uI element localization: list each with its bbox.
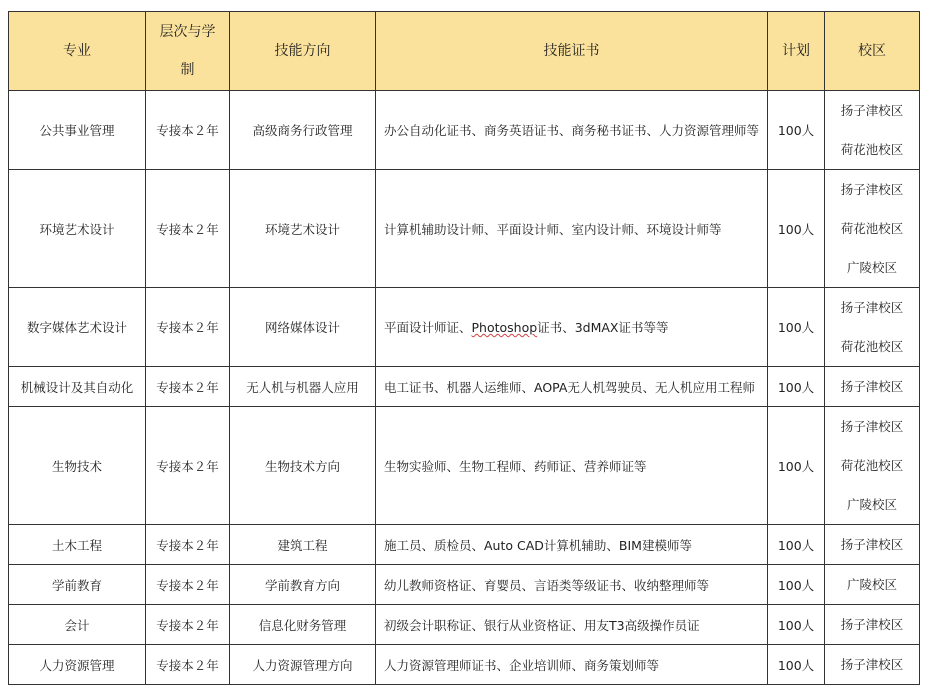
campus-cell bbox=[825, 605, 920, 645]
major-cell: 会计 bbox=[9, 605, 146, 645]
certs-text: 证书、3dMAX证书等等 bbox=[537, 320, 669, 335]
campus-name: 广陵校区 bbox=[846, 577, 897, 592]
spellcheck-word: Photoshop bbox=[471, 320, 538, 335]
campus-cell bbox=[825, 525, 920, 565]
major-cell: 土木工程 bbox=[9, 525, 146, 565]
direction-cell: 网络媒体设计 bbox=[230, 288, 376, 367]
level-cell: 专接本２年 bbox=[146, 288, 230, 367]
plan-cell: 100人 bbox=[768, 367, 825, 407]
direction-cell: 环境艺术设计 bbox=[230, 170, 376, 288]
certs-cell bbox=[376, 288, 768, 367]
direction-cell: 无人机与机器人应用 bbox=[230, 367, 376, 407]
table-row bbox=[9, 565, 920, 605]
campus-name: 扬子津校区 bbox=[840, 419, 904, 434]
plan-cell: 100人 bbox=[768, 407, 825, 525]
header-level: 层次与学制 bbox=[146, 12, 230, 91]
table-row bbox=[9, 91, 920, 170]
major-cell: 人力资源管理 bbox=[9, 645, 146, 685]
header-major: 专业 bbox=[9, 12, 146, 91]
major-cell: 环境艺术设计 bbox=[9, 170, 146, 288]
table-row bbox=[9, 525, 920, 565]
campus-name: 扬子津校区 bbox=[840, 379, 904, 394]
campus-name: 荷花池校区 bbox=[840, 221, 904, 236]
campus-cell bbox=[825, 565, 920, 605]
campus-cell bbox=[825, 367, 920, 407]
direction-cell: 高级商务行政管理 bbox=[230, 91, 376, 170]
plan-cell: 100人 bbox=[768, 605, 825, 645]
table-row bbox=[9, 605, 920, 645]
certs-text: 平面设计师证、 bbox=[384, 320, 472, 335]
campus-name: 扬子津校区 bbox=[840, 537, 904, 552]
campus-cell bbox=[825, 170, 920, 288]
plan-cell: 100人 bbox=[768, 645, 825, 685]
header-certs: 技能证书 bbox=[376, 12, 768, 91]
level-cell: 专接本２年 bbox=[146, 645, 230, 685]
table-header-row bbox=[9, 12, 920, 91]
campus-cell bbox=[825, 645, 920, 685]
certs-cell: 人力资源管理师证书、企业培训师、商务策划师等 bbox=[376, 645, 768, 685]
plan-cell: 100人 bbox=[768, 288, 825, 367]
level-cell: 专接本２年 bbox=[146, 91, 230, 170]
level-cell: 专接本２年 bbox=[146, 170, 230, 288]
certs-cell: 办公自动化证书、商务英语证书、商务秘书证书、人力资源管理师等 bbox=[376, 91, 768, 170]
table-row bbox=[9, 407, 920, 525]
campus-name: 扬子津校区 bbox=[840, 300, 904, 315]
header-plan: 计划 bbox=[768, 12, 825, 91]
certs-cell: 幼儿教师资格证、育婴员、言语类等级证书、收纳整理师等 bbox=[376, 565, 768, 605]
header-direction: 技能方向 bbox=[230, 12, 376, 91]
campus-name: 扬子津校区 bbox=[840, 657, 904, 672]
campus-name: 扬子津校区 bbox=[840, 182, 904, 197]
certs-cell: 计算机辅助设计师、平面设计师、室内设计师、环境设计师等 bbox=[376, 170, 768, 288]
campus-name: 荷花池校区 bbox=[840, 458, 904, 473]
plan-cell: 100人 bbox=[768, 525, 825, 565]
direction-cell: 建筑工程 bbox=[230, 525, 376, 565]
campus-name: 荷花池校区 bbox=[840, 339, 904, 354]
level-cell: 专接本２年 bbox=[146, 367, 230, 407]
direction-cell: 生物技术方向 bbox=[230, 407, 376, 525]
campus-name: 广陵校区 bbox=[846, 260, 897, 275]
certs-cell: 初级会计职称证、银行从业资格证、用友T3高级操作员证 bbox=[376, 605, 768, 645]
table-row bbox=[9, 367, 920, 407]
major-cell: 机械设计及其自动化 bbox=[9, 367, 146, 407]
major-cell: 数字媒体艺术设计 bbox=[9, 288, 146, 367]
certs-cell: 施工员、质检员、Auto CAD计算机辅助、BIM建模师等 bbox=[376, 525, 768, 565]
plan-cell: 100人 bbox=[768, 91, 825, 170]
table-row bbox=[9, 288, 920, 367]
campus-cell bbox=[825, 91, 920, 170]
level-cell: 专接本２年 bbox=[146, 605, 230, 645]
campus-name: 扬子津校区 bbox=[840, 103, 904, 118]
level-cell: 专接本２年 bbox=[146, 565, 230, 605]
direction-cell: 学前教育方向 bbox=[230, 565, 376, 605]
level-cell: 专接本２年 bbox=[146, 407, 230, 525]
campus-cell bbox=[825, 407, 920, 525]
certs-cell: 电工证书、机器人运维师、AOPA无人机驾驶员、无人机应用工程师 bbox=[376, 367, 768, 407]
campus-name: 扬子津校区 bbox=[840, 617, 904, 632]
plan-cell: 100人 bbox=[768, 170, 825, 288]
direction-cell: 人力资源管理方向 bbox=[230, 645, 376, 685]
header-campus: 校区 bbox=[825, 12, 920, 91]
certs-cell: 生物实验师、生物工程师、药师证、营养师证等 bbox=[376, 407, 768, 525]
major-cell: 生物技术 bbox=[9, 407, 146, 525]
level-cell: 专接本２年 bbox=[146, 525, 230, 565]
campus-cell bbox=[825, 288, 920, 367]
table-row bbox=[9, 645, 920, 685]
major-cell: 公共事业管理 bbox=[9, 91, 146, 170]
programs-table bbox=[8, 11, 920, 685]
direction-cell: 信息化财务管理 bbox=[230, 605, 376, 645]
campus-name: 广陵校区 bbox=[846, 497, 897, 512]
table-row bbox=[9, 170, 920, 288]
plan-cell: 100人 bbox=[768, 565, 825, 605]
major-cell: 学前教育 bbox=[9, 565, 146, 605]
campus-name: 荷花池校区 bbox=[840, 142, 904, 157]
